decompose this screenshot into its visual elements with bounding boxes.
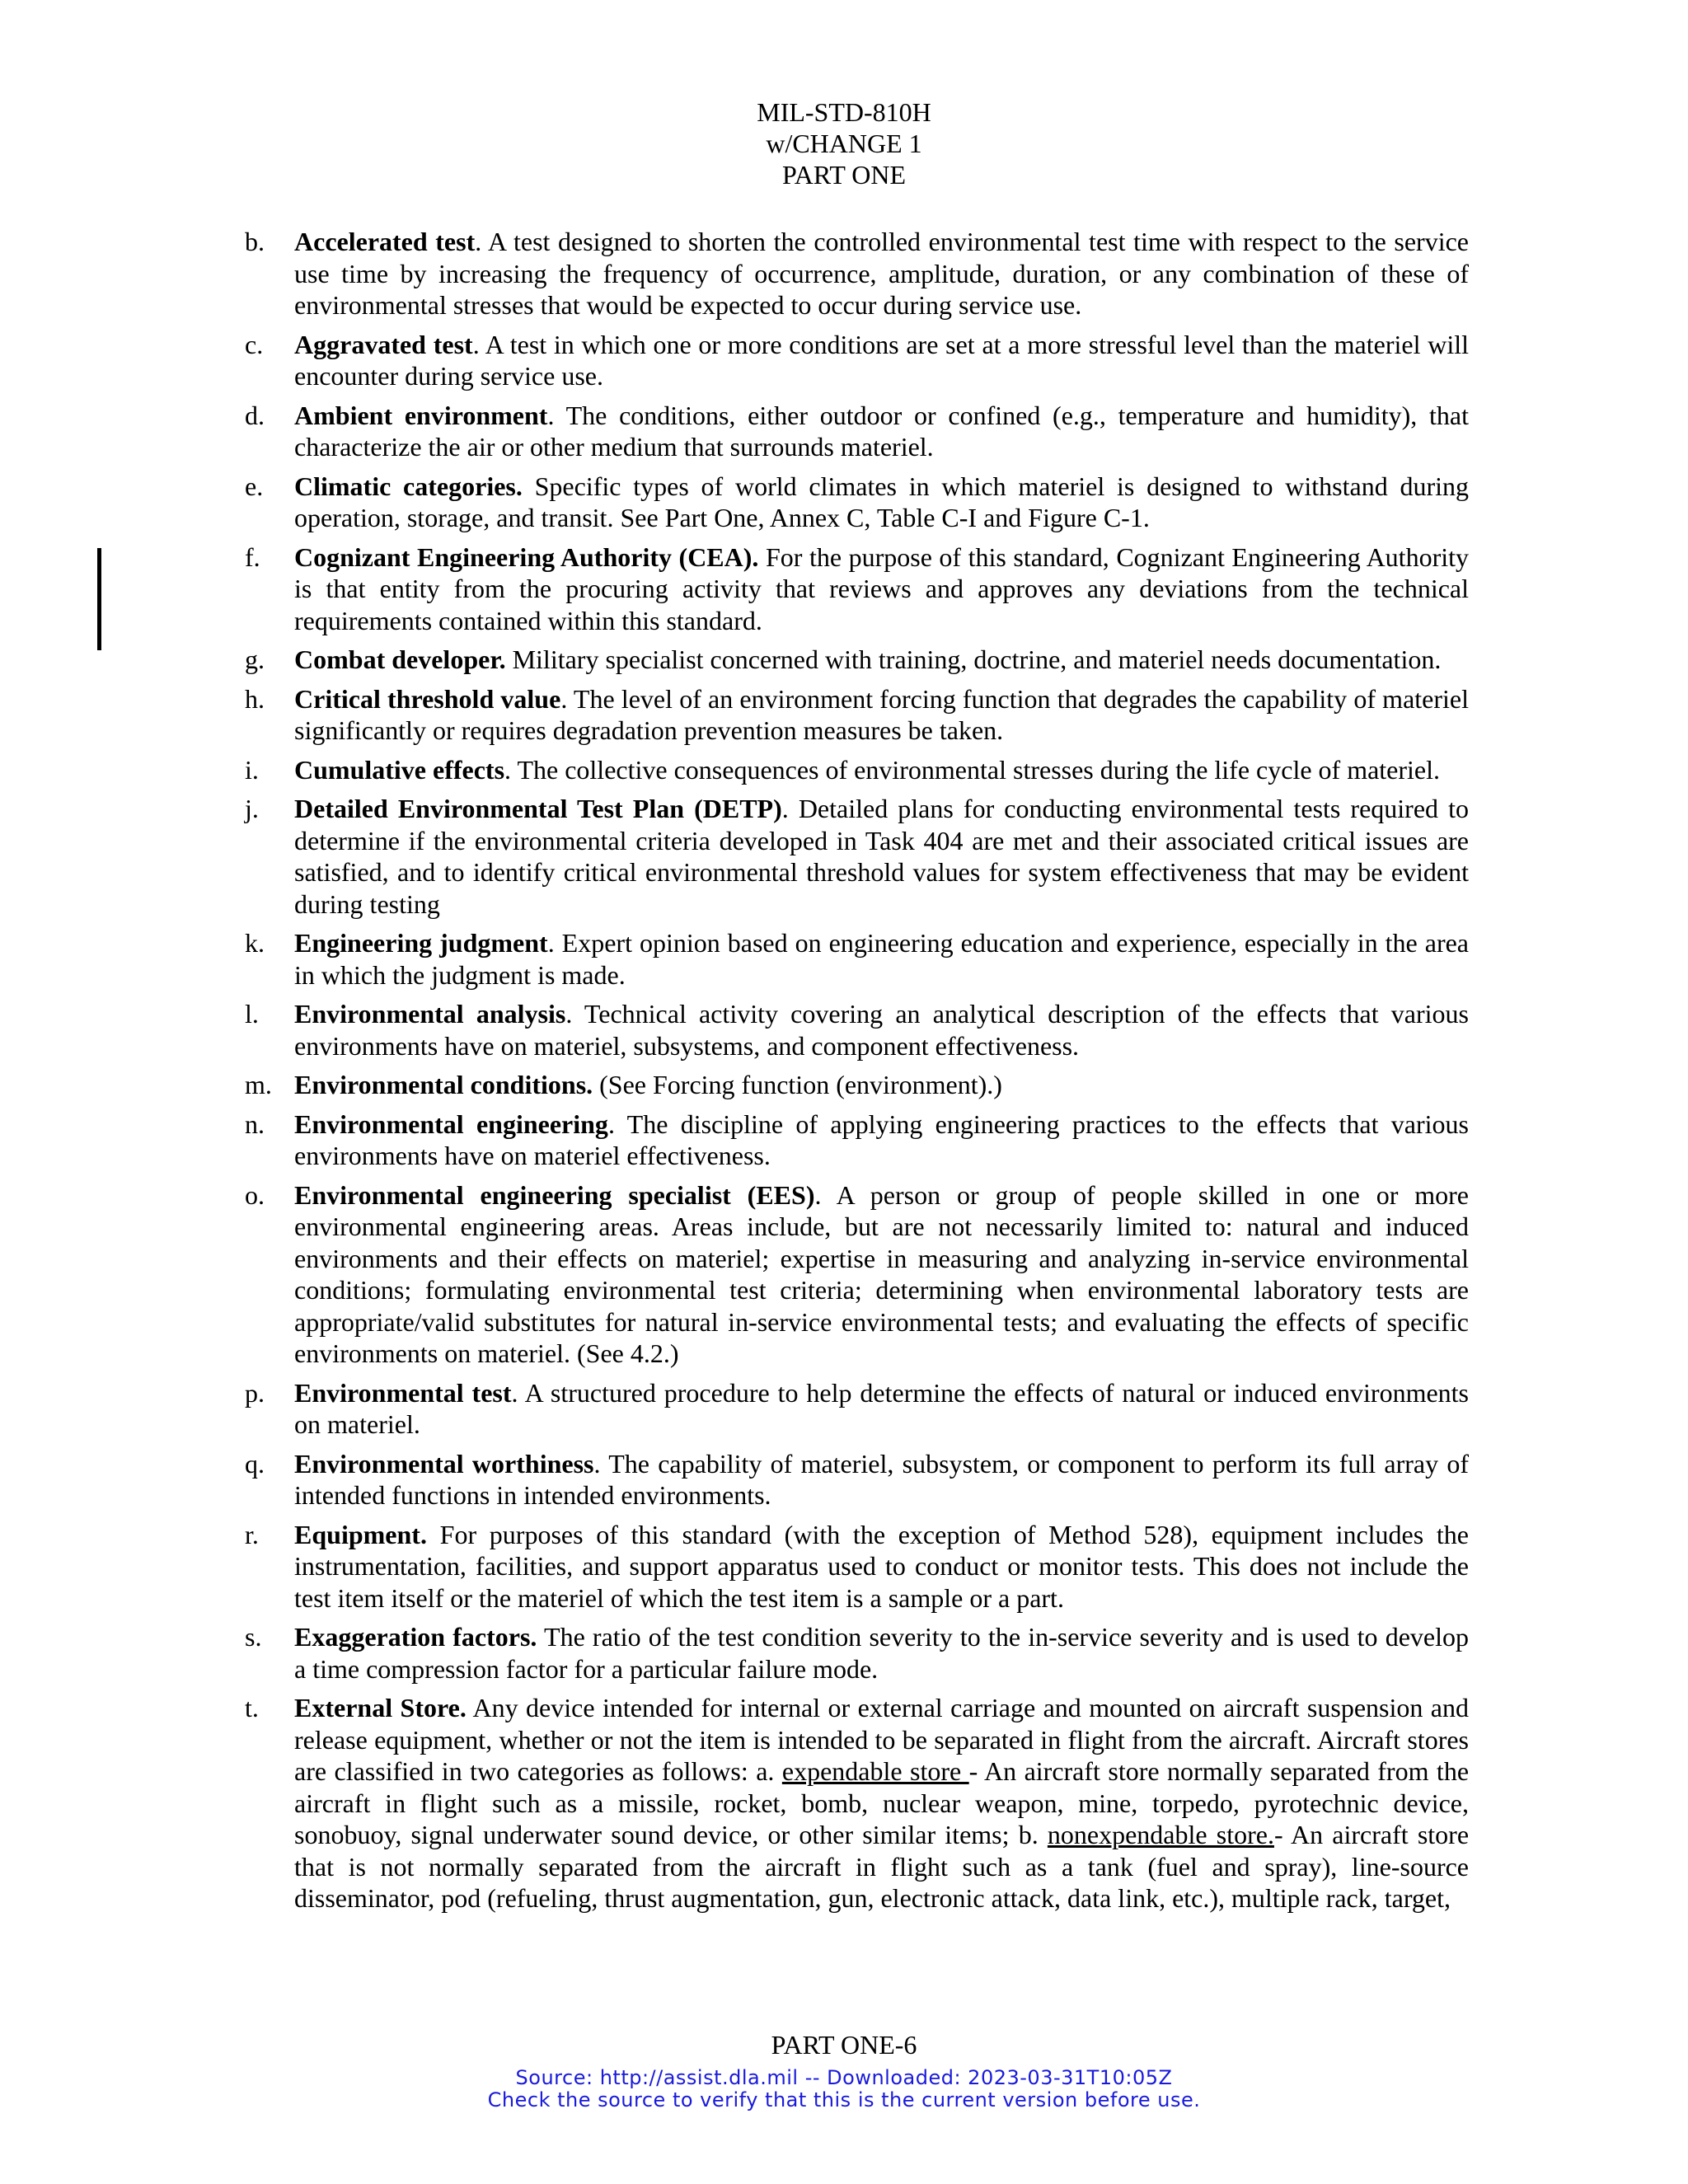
source-notice bbox=[0, 2067, 1688, 2111]
item-letter: s. bbox=[245, 1622, 262, 1652]
definition-term: Exaggeration factors. bbox=[294, 1622, 537, 1652]
definitions-list bbox=[0, 226, 1688, 1922]
definition-item bbox=[0, 400, 1469, 463]
page-number: PART ONE-6 bbox=[771, 2030, 917, 2060]
definition-text: . Detailed plans for conducting environmental tests required to determine if the environmental criteria developed in Task 404 are met and their associated critical issues are satisfied, and to identify critical environmental threshold values for system effectiveness that may be evident during testing bbox=[294, 794, 1470, 919]
definition-text: . Technical activity covering an analytical description of the effects that various environments have on materiel, subsystems, and component effectiveness. bbox=[294, 999, 1470, 1061]
definition-text: . A test in which one or more conditions are set at a more stressful level than the materiel will encounter during service use. bbox=[294, 329, 1470, 391]
definition-term: Detailed Environmental Test Plan (DETP) bbox=[294, 794, 782, 823]
definition-term: Equipment. bbox=[294, 1519, 427, 1549]
definition-item bbox=[0, 226, 1469, 321]
item-letter: p. bbox=[245, 1377, 265, 1408]
item-letter: b. bbox=[245, 227, 265, 256]
source-line: Source: http://assist.dla.mil -- Downloaded: 2023-03-31T10:05Z bbox=[515, 2066, 1173, 2089]
item-letter: q. bbox=[245, 1448, 265, 1479]
definition-text: . Expert opinion based on engineering education and experience, especially in the area in which the judgment is made. bbox=[294, 928, 1470, 990]
definition-text: . The collective consequences of environmental stresses during the life cycle of materiel. bbox=[504, 754, 1441, 785]
definition-text: . The conditions, either outdoor or confined (e.g., temperature and humidity), that characterize the air or other medium that surrounds materiel. bbox=[294, 400, 1470, 462]
definition-item bbox=[0, 754, 1469, 786]
definition-item bbox=[0, 329, 1469, 392]
item-letter: g. bbox=[245, 644, 265, 674]
item-letter: o. bbox=[245, 1179, 265, 1210]
item-letter: h. bbox=[245, 683, 265, 714]
definition-term: Environmental analysis bbox=[294, 999, 566, 1029]
definition-item bbox=[0, 998, 1469, 1062]
definition-text: The ratio of the test condition severity to the in-service severity and is used to develop a time compression factor for a particular failure mode. bbox=[294, 1622, 1470, 1684]
definition-item bbox=[0, 1377, 1469, 1441]
definition-item bbox=[0, 471, 1469, 534]
item-letter: l. bbox=[245, 999, 259, 1029]
definition-item bbox=[0, 1179, 1469, 1370]
item-letter: c. bbox=[245, 329, 264, 359]
definition-term: Climatic categories. bbox=[294, 471, 523, 501]
definition-text: - An aircraft store that is not normally separated from the aircraft in flight such as a tank (fuel and spray), line-source disseminator, pod (refueling, thrust augmentation, gun, electronic attack, data link, etc.), multiple rack, target, bbox=[294, 1820, 1470, 1913]
item-letter: i. bbox=[245, 754, 259, 785]
definition-item bbox=[0, 1069, 1469, 1101]
part-label: PART ONE bbox=[781, 160, 907, 190]
definition-term: Combat developer. bbox=[294, 644, 506, 674]
definition-term: Environmental conditions. bbox=[294, 1070, 593, 1099]
definition-item bbox=[0, 927, 1469, 991]
definition-text: . The discipline of applying engineering practices to the effects that various environments have on materiel effectiveness. bbox=[294, 1108, 1470, 1170]
item-letter: t. bbox=[245, 1693, 259, 1722]
definition-term: Cumulative effects bbox=[294, 754, 505, 785]
definition-text: . A person or group of people skilled in one or more environmental engineering areas. Areas include, but are not necessarily limited to: natural and induced environments and their effects on materiel; expertise in measuring and analyzing in-service environmental conditions; formulating environmental test criteria; determining when environmental laboratory tests are appropriate/valid substitutes for natural in-service environmental tests; and evaluating the effects of specific environments on materiel. (See 4.2.) bbox=[294, 1179, 1470, 1368]
change-number: w/CHANGE 1 bbox=[766, 129, 922, 158]
definition-item bbox=[0, 793, 1469, 920]
definition-term: Engineering judgment bbox=[294, 928, 548, 958]
definition-item bbox=[0, 644, 1469, 676]
item-letter: d. bbox=[245, 400, 265, 430]
definition-text: - An aircraft store normally separated from the aircraft in flight such as a missile, rocket, bomb, nuclear weapon, mine, torpedo, pyrotechnic device, sonobuoy, signal underwater sound device, or other similar items; b. bbox=[294, 1756, 1470, 1849]
definition-term: Critical threshold value bbox=[294, 683, 561, 714]
definition-term: Environmental test bbox=[294, 1377, 512, 1408]
definition-term: Ambient environment bbox=[294, 400, 548, 430]
item-letter: k. bbox=[245, 928, 265, 958]
definition-text: . A test designed to shorten the controlled environmental test time with respect to the service use time by increasing the frequency of occurrence, amplitude, duration, or any combination of these of environmental stresses that would be expected to occur during service use. bbox=[294, 227, 1470, 320]
definition-item bbox=[0, 683, 1469, 747]
document-header bbox=[0, 96, 1688, 190]
definition-text: Specific types of world climates in which materiel is designed to withstand during operation, storage, and transit. See Part One, Annex C, Table C-I and Figure C-1. bbox=[294, 471, 1470, 532]
verify-line: Check the source to verify that this is the current version before use. bbox=[487, 2088, 1201, 2111]
definition-term: Cognizant Engineering Authority (CEA). bbox=[294, 541, 759, 572]
definition-item bbox=[0, 1621, 1469, 1685]
item-letter: n. bbox=[245, 1108, 265, 1139]
definition-text: . The level of an environment forcing function that degrades the capability of materiel significantly or requires degradation prevention measures be taken. bbox=[294, 683, 1470, 745]
definition-term: Environmental worthiness bbox=[294, 1448, 594, 1479]
item-letter: r. bbox=[245, 1519, 259, 1549]
definition-item-external-store bbox=[0, 1692, 1469, 1915]
definition-text: For purposes of this standard (with the exception of Method 528), equipment includes the instrumentation, facilities, and support apparatus used to conduct or monitor tests. This does not include the test item itself or the materiel of which the test item is a sample or a part. bbox=[294, 1519, 1469, 1613]
definition-term: Accelerated test bbox=[294, 227, 476, 256]
item-letter: e. bbox=[245, 471, 264, 501]
definition-text: . The capability of materiel, subsystem, or component to perform its full array of intended functions in intended environments. bbox=[294, 1448, 1470, 1510]
definition-text: Military specialist concerned with training, doctrine, and materiel needs documentation. bbox=[505, 644, 1442, 674]
definition-term: External Store. bbox=[294, 1693, 467, 1722]
definition-item bbox=[0, 1448, 1469, 1511]
definition-text: . A structured procedure to help determine the effects of natural or induced environments on materiel. bbox=[294, 1377, 1470, 1439]
definition-item bbox=[0, 541, 1469, 637]
definition-text: For the purpose of this standard, Cognizant Engineering Authority is that entity from the procuring activity that reviews and approves any deviations from the technical requirements contained within this standard. bbox=[294, 541, 1470, 635]
standard-number: MIL-STD-810H bbox=[757, 97, 931, 127]
definition-item bbox=[0, 1108, 1469, 1172]
definition-item bbox=[0, 1519, 1469, 1615]
definition-text: Any device intended for internal or external carriage and mounted on aircraft suspension and release equipment, whether or not the item is intended to be separated in flight from the aircraft. Aircraft stores are classified in two categories as follows: a. bbox=[294, 1693, 1470, 1786]
definition-term: Environmental engineering specialist (EES) bbox=[294, 1179, 815, 1210]
item-letter: f. bbox=[245, 541, 260, 572]
definition-term: Environmental engineering bbox=[294, 1108, 608, 1139]
item-letter: m. bbox=[245, 1070, 272, 1099]
definition-term: Aggravated test bbox=[294, 329, 473, 359]
item-letter: j. bbox=[245, 794, 259, 823]
expendable-store-term: expendable store bbox=[781, 1756, 969, 1786]
nonexpendable-store-term: nonexpendable store. bbox=[1047, 1820, 1274, 1849]
definition-text: (See Forcing function (environment).) bbox=[593, 1070, 1002, 1099]
